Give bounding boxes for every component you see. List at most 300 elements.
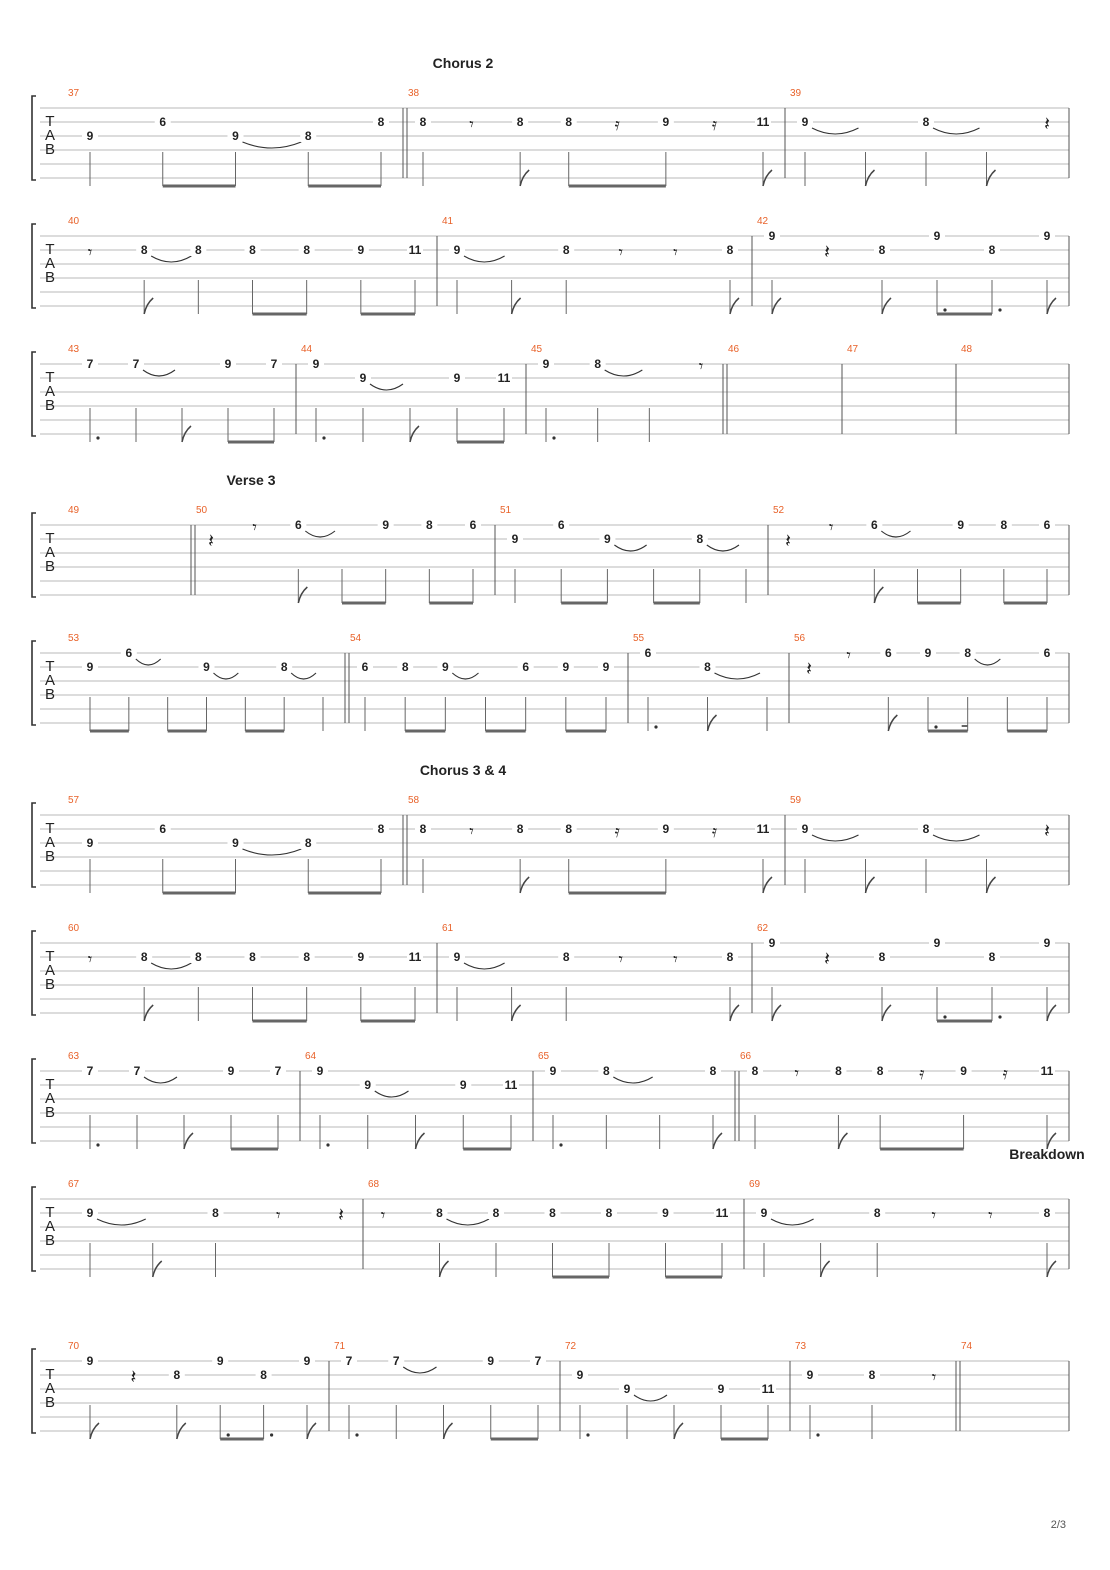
fret-number: 9 — [227, 1064, 235, 1078]
tab-row — [32, 633, 1069, 731]
sixteenth-rest: 𝄿 — [614, 822, 620, 842]
measure — [68, 923, 437, 1021]
fret-number: 8 — [173, 1368, 181, 1382]
tie-arc — [634, 1395, 667, 1401]
page-number: 2/3 — [1050, 1519, 1066, 1531]
tab-clef-letter: B — [44, 141, 56, 158]
fret-number: 7 — [86, 357, 94, 371]
fret-number: 9 — [623, 1382, 631, 1396]
measure-number: 66 — [740, 1051, 752, 1062]
system-bracket — [32, 641, 36, 725]
tab-row — [32, 88, 1069, 186]
fret-number: 8 — [922, 115, 930, 129]
duration-dot — [322, 436, 325, 439]
fret-number: 8 — [377, 115, 385, 129]
measure-number: 71 — [334, 1341, 346, 1352]
fret-number: 9 — [801, 115, 809, 129]
section-title: Chorus 3 & 4 — [419, 762, 507, 778]
fret-number: 9 — [232, 129, 239, 143]
measure-number: 74 — [961, 1341, 973, 1352]
measure-number: 59 — [790, 795, 802, 806]
fret-number: 6 — [159, 822, 167, 836]
measure — [790, 88, 1069, 186]
fret-number: 9 — [662, 822, 670, 836]
fret-number: 8 — [549, 1206, 556, 1220]
measure — [538, 1051, 735, 1149]
duration-dot — [998, 308, 1001, 311]
fret-number: 8 — [922, 822, 930, 836]
fret-number: 8 — [988, 243, 996, 257]
tab-row — [32, 216, 1069, 314]
fret-number: 8 — [704, 660, 711, 674]
measure-number: 65 — [538, 1051, 550, 1062]
tie-arc — [614, 545, 646, 551]
fret-number: 8 — [303, 950, 311, 964]
measure — [633, 633, 789, 731]
fret-number: 9 — [364, 1078, 372, 1092]
fret-number: 9 — [316, 1064, 324, 1078]
fret-number: 8 — [1000, 518, 1008, 532]
measure-number: 50 — [196, 505, 208, 516]
fret-number: 8 — [425, 518, 433, 532]
fret-number: 6 — [884, 646, 892, 660]
section-title: Chorus 2 — [432, 55, 494, 71]
tab-clef-letter: A — [44, 672, 56, 689]
duration-dot — [552, 436, 555, 439]
quarter-rest: 𝄽 — [130, 1366, 137, 1388]
fret-number: 9 — [232, 836, 239, 850]
fret-number: 9 — [86, 129, 94, 143]
fret-number: 8 — [249, 950, 256, 964]
tie-arc — [975, 659, 1001, 665]
fret-number: 9 — [549, 1064, 557, 1078]
fret-number: 8 — [492, 1206, 500, 1220]
system-bracket — [32, 803, 36, 887]
measure — [349, 633, 628, 731]
fret-number: 8 — [401, 660, 409, 674]
tie-arc — [881, 531, 910, 537]
fret-number: 9 — [602, 660, 610, 674]
fret-number: 9 — [487, 1354, 495, 1368]
fret-number: 8 — [140, 243, 148, 257]
tie-arc — [771, 1219, 814, 1225]
fret-number: 9 — [960, 1064, 967, 1078]
tie-arc — [136, 659, 161, 665]
tie-arc — [144, 1077, 177, 1083]
tab-clef-letter: B — [44, 558, 56, 575]
measure-number: 57 — [68, 795, 80, 806]
eighth-rest: 𝄾 — [846, 646, 851, 666]
measure-number: 38 — [408, 88, 420, 99]
fret-number: 11 — [756, 115, 770, 129]
tie-arc — [291, 673, 316, 679]
eighth-rest: 𝄾 — [275, 1206, 281, 1226]
fret-number: 9 — [86, 660, 94, 674]
quarter-rest: 𝄽 — [338, 1204, 344, 1226]
fret-number: 8 — [726, 243, 734, 257]
measure-number: 61 — [442, 923, 454, 934]
fret-number: 9 — [933, 936, 941, 950]
duration-dot — [227, 1433, 230, 1436]
measure — [794, 633, 1069, 731]
measure-number: 63 — [68, 1051, 80, 1062]
eighth-rest: 𝄾 — [469, 822, 474, 842]
tab-clef-letter: B — [44, 686, 56, 703]
measure-number: 68 — [368, 1179, 380, 1190]
fret-number: 8 — [565, 115, 573, 129]
tie-arc — [464, 963, 505, 969]
tie-arc — [375, 1091, 409, 1097]
tie-arc — [464, 256, 505, 262]
measure — [500, 505, 768, 603]
tab-clef-letter: A — [44, 383, 56, 400]
tab-clef-letter: B — [44, 397, 56, 414]
fret-number: 9 — [562, 660, 570, 674]
eighth-rest: 𝄾 — [87, 950, 93, 970]
fret-number: 8 — [249, 243, 256, 257]
system-bracket — [32, 513, 36, 597]
measure — [407, 795, 785, 893]
tab-clef-letter: A — [44, 544, 56, 561]
measure-number: 40 — [68, 216, 80, 227]
fret-number: 9 — [768, 936, 776, 950]
tie-arc — [243, 142, 302, 148]
fret-number: 8 — [868, 1368, 876, 1382]
fret-number: 8 — [562, 950, 570, 964]
fret-number: 6 — [870, 518, 878, 532]
measure — [739, 1051, 1069, 1149]
duration-dot — [326, 1143, 329, 1146]
measure-number: 41 — [442, 216, 454, 227]
duration-dot — [998, 1015, 1001, 1018]
eighth-rest: 𝄾 — [380, 1206, 386, 1226]
fret-number: 8 — [1043, 1206, 1051, 1220]
quarter-rest: 𝄽 — [1044, 820, 1050, 842]
fret-number: 9 — [203, 660, 210, 674]
fret-number: 9 — [542, 357, 550, 371]
fret-number: 6 — [644, 646, 652, 660]
fret-number: 8 — [436, 1206, 443, 1220]
measure-number: 51 — [500, 505, 512, 516]
fret-number: 9 — [801, 822, 809, 836]
fret-number: 9 — [312, 357, 320, 371]
fret-number: 6 — [1043, 518, 1051, 532]
duration-dot — [96, 436, 99, 439]
measure-number: 56 — [794, 633, 806, 644]
fret-number: 11 — [756, 822, 770, 836]
fret-number: 8 — [594, 357, 602, 371]
fret-number: 8 — [303, 243, 311, 257]
tie-arc — [214, 673, 239, 679]
section-title: Breakdown — [1009, 1146, 1085, 1162]
fret-number: 9 — [86, 1206, 94, 1220]
measure — [68, 344, 296, 442]
fret-number: 8 — [419, 115, 427, 129]
duration-dot — [943, 1015, 946, 1018]
fret-number: 8 — [988, 950, 996, 964]
sixteenth-rest: 𝄿 — [919, 1064, 925, 1084]
fret-number: 9 — [957, 518, 965, 532]
measure — [68, 633, 345, 731]
measure-number: 60 — [68, 923, 80, 934]
fret-number: 6 — [159, 115, 167, 129]
eighth-rest: 𝄾 — [828, 518, 834, 538]
fret-number: 8 — [194, 950, 202, 964]
quarter-rest: 𝄽 — [806, 658, 812, 680]
fret-number: 11 — [504, 1078, 518, 1092]
system-bracket — [32, 1059, 36, 1143]
measure-number: 47 — [847, 344, 859, 355]
fret-number: 9 — [453, 243, 461, 257]
fret-number: 9 — [357, 950, 365, 964]
duration-dot — [816, 1433, 819, 1436]
measure — [749, 1179, 1069, 1277]
fret-number: 8 — [194, 243, 202, 257]
measure — [195, 505, 495, 603]
sixteenth-rest: 𝄿 — [711, 115, 718, 135]
section-title: Verse 3 — [226, 472, 276, 488]
fret-number: 8 — [562, 243, 570, 257]
measure-number: 42 — [757, 216, 769, 227]
fret-number: 8 — [304, 836, 312, 850]
tie-arc — [97, 1219, 146, 1225]
sixteenth-rest: 𝄿 — [711, 822, 718, 842]
fret-number: 9 — [224, 357, 232, 371]
tab-clef-letter: T — [45, 1204, 55, 1221]
quarter-rest: 𝄽 — [785, 530, 791, 552]
fret-number: 9 — [86, 836, 94, 850]
eighth-rest: 𝄾 — [988, 1206, 993, 1226]
fret-number: 7 — [274, 1064, 282, 1078]
measure — [68, 1341, 329, 1439]
tab-clef-letter: T — [45, 820, 55, 837]
fret-number: 9 — [357, 243, 365, 257]
measure-number: 53 — [68, 633, 80, 644]
tab-clef-letter: A — [44, 834, 56, 851]
tab-clef-letter: A — [44, 1380, 56, 1397]
tie-arc — [151, 963, 191, 969]
tab-clef-letter: A — [44, 1090, 56, 1107]
measure — [68, 216, 437, 314]
tie-arc — [812, 128, 859, 134]
fret-number: 8 — [516, 822, 524, 836]
measure-number: 39 — [790, 88, 802, 99]
fret-number: 8 — [878, 243, 886, 257]
duration-dot — [934, 725, 937, 728]
fret-number: 9 — [924, 646, 932, 660]
tie-arc — [613, 1077, 652, 1083]
system-bracket — [32, 1349, 36, 1433]
fret-number: 8 — [696, 532, 704, 546]
fret-number: 8 — [140, 950, 148, 964]
fret-number: 6 — [294, 518, 302, 532]
quarter-rest: 𝄽 — [824, 948, 830, 970]
measure-number: 64 — [305, 1051, 317, 1062]
measure — [368, 1179, 744, 1277]
tab-row — [32, 505, 1069, 603]
measure — [68, 1051, 300, 1149]
measure-number: 67 — [68, 1179, 80, 1190]
duration-dot — [355, 1433, 358, 1436]
measure-number: 58 — [408, 795, 420, 806]
fret-number: 8 — [565, 822, 573, 836]
fret-number: 11 — [761, 1382, 775, 1396]
fret-number: 8 — [605, 1206, 613, 1220]
fret-number: 8 — [751, 1064, 759, 1078]
fret-number: 8 — [212, 1206, 219, 1220]
measure-number: 46 — [728, 344, 740, 355]
duration-dot — [96, 1143, 99, 1146]
fret-number: 8 — [280, 660, 288, 674]
eighth-rest: 𝄾 — [673, 950, 678, 970]
fret-number: 6 — [522, 660, 530, 674]
measure-number: 44 — [301, 344, 313, 355]
measure — [301, 344, 526, 442]
tab-clef-letter: B — [44, 976, 56, 993]
fret-number: 6 — [125, 646, 133, 660]
fret-number: 7 — [86, 1064, 94, 1078]
fret-number: 9 — [768, 229, 776, 243]
tab-clef-letter: T — [45, 113, 55, 130]
fret-number: 9 — [453, 371, 461, 385]
eighth-rest: 𝄾 — [618, 243, 624, 263]
tab-clef-letter: T — [45, 948, 55, 965]
fret-number: 9 — [441, 660, 449, 674]
measure — [442, 923, 752, 1021]
tab-row — [32, 1179, 1069, 1277]
tab-clef-letter: T — [45, 241, 55, 258]
measure-number: 55 — [633, 633, 645, 644]
tab-clef-letter: T — [45, 1366, 55, 1383]
fret-number: 9 — [511, 532, 519, 546]
measure — [334, 1341, 560, 1439]
fret-number: 9 — [459, 1078, 467, 1092]
duration-dot — [654, 725, 657, 728]
tab-row — [32, 1051, 1069, 1149]
tab-row — [32, 795, 1069, 893]
fret-number: 6 — [469, 518, 477, 532]
tie-arc — [447, 1219, 490, 1225]
fret-number: 7 — [132, 357, 140, 371]
measure-number: 45 — [531, 344, 543, 355]
tab-clef-letter: B — [44, 269, 56, 286]
measure — [68, 88, 403, 186]
fret-number: 9 — [717, 1382, 725, 1396]
fret-number: 8 — [377, 822, 385, 836]
fret-number: 6 — [557, 518, 565, 532]
measure — [407, 88, 785, 186]
tie-arc — [403, 1367, 436, 1373]
fret-number: 7 — [392, 1354, 400, 1368]
tie-arc — [305, 531, 335, 537]
eighth-rest: 𝄾 — [794, 1064, 799, 1084]
tab-clef-letter: B — [44, 1232, 56, 1249]
fret-number: 6 — [361, 660, 369, 674]
tie-arc — [243, 849, 302, 855]
measure — [68, 1179, 363, 1277]
fret-number: 8 — [964, 646, 972, 660]
tab-clef-letter: B — [44, 1104, 56, 1121]
tab-clef-letter: B — [44, 848, 56, 865]
tab-rows — [32, 55, 1085, 1439]
eighth-rest: 𝄾 — [673, 243, 678, 263]
fret-number: 8 — [726, 950, 734, 964]
tab-clef-letter: T — [45, 658, 55, 675]
tab-clef-letter: A — [44, 255, 56, 272]
measure-number: 52 — [773, 505, 785, 516]
measure — [790, 795, 1069, 893]
tie-arc — [151, 256, 191, 262]
measure-number: 54 — [350, 633, 362, 644]
fret-number: 8 — [878, 950, 886, 964]
fret-number: 8 — [873, 1206, 881, 1220]
system-bracket — [32, 931, 36, 1015]
fret-number: 11 — [1040, 1064, 1054, 1078]
measure — [442, 216, 752, 314]
measure-number: 37 — [68, 88, 80, 99]
system-bracket — [32, 96, 36, 180]
tie-arc — [707, 545, 739, 551]
system-bracket — [32, 352, 36, 436]
sixteenth-rest: 𝄿 — [614, 115, 620, 135]
measure — [531, 344, 723, 442]
measure — [795, 1341, 956, 1439]
measure-number: 70 — [68, 1341, 80, 1352]
tab-clef-letter: B — [44, 1394, 56, 1411]
quarter-rest: 𝄽 — [208, 530, 214, 552]
tab-clef-letter: A — [44, 1218, 56, 1235]
fret-number: 9 — [760, 1206, 768, 1220]
fret-number: 9 — [662, 115, 670, 129]
fret-number: 8 — [260, 1368, 267, 1382]
measure — [773, 505, 1069, 603]
tab-row — [32, 923, 1069, 1021]
fret-number: 8 — [876, 1064, 884, 1078]
fret-number: 7 — [345, 1354, 353, 1368]
tie-arc — [370, 384, 403, 390]
fret-number: 9 — [1043, 229, 1051, 243]
fret-number: 11 — [408, 950, 422, 964]
fret-number: 9 — [604, 532, 611, 546]
tie-arc — [933, 128, 980, 134]
tab-clef-letter: A — [44, 962, 56, 979]
fret-number: 9 — [806, 1368, 814, 1382]
fret-number: 11 — [497, 371, 511, 385]
measure — [757, 923, 1069, 1021]
tab-clef-letter: T — [45, 530, 55, 547]
measure-number: 43 — [68, 344, 80, 355]
measure-number: 48 — [961, 344, 973, 355]
fret-number: 8 — [419, 822, 427, 836]
fret-number: 8 — [835, 1064, 842, 1078]
tie-arc — [143, 370, 175, 376]
measure — [305, 1051, 533, 1149]
tie-arc — [452, 673, 478, 679]
fret-number: 9 — [359, 371, 367, 385]
tab-clef-letter: T — [45, 369, 55, 386]
quarter-rest: 𝄽 — [824, 241, 830, 263]
fret-number: 9 — [86, 1354, 94, 1368]
measure-number: 73 — [795, 1341, 807, 1352]
fret-number: 7 — [133, 1064, 141, 1078]
tab-clef-letter: A — [44, 127, 56, 144]
fret-number: 9 — [1043, 936, 1051, 950]
system-bracket — [32, 1187, 36, 1271]
eighth-rest: 𝄾 — [469, 115, 474, 135]
fret-number: 11 — [408, 243, 422, 257]
fret-number: 11 — [715, 1206, 729, 1220]
eighth-rest: 𝄾 — [87, 243, 93, 263]
